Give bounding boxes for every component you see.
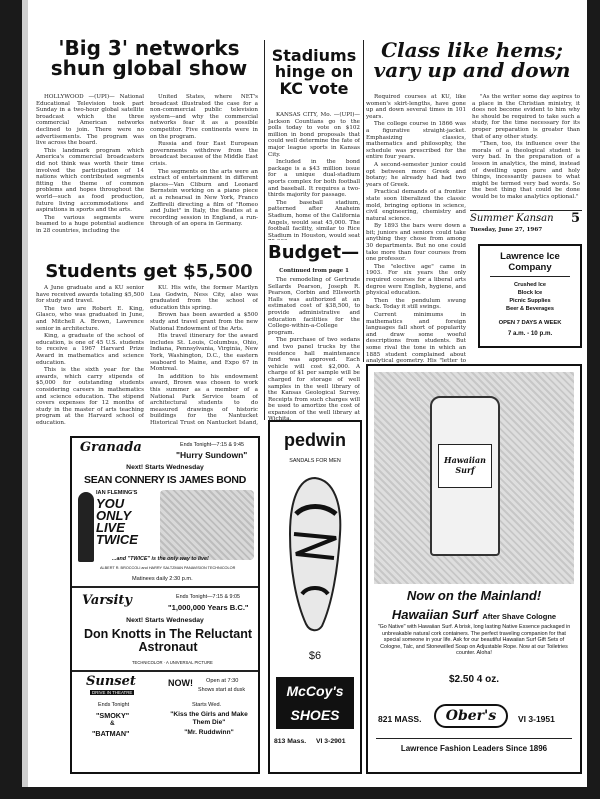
- paragraph: The college course in 1866 was a figurative straight-jacket. Emphasizing classics, mathematics and philosophy, the schedule was prescribed for the entire four years.: [366, 121, 466, 161]
- pedwin-price: $6: [308, 650, 322, 662]
- students-col1: [36, 285, 144, 425]
- varsity-tonight-title: "1,000,000 Years B.C.": [168, 603, 249, 612]
- scan-edge-gutter: [22, 0, 28, 799]
- column-rule: [363, 40, 364, 362]
- paragraph: The various segments were beamed to a huge potential audience in 28 countries, including the: [36, 214, 144, 234]
- granada-tagline: ...and "TWICE" is the only way to live!: [112, 556, 209, 562]
- varsity-tech: TECHNICOLOR · A UNIVERSAL PICTURE: [132, 660, 213, 665]
- big3-col2: [150, 94, 258, 260]
- granada-logo: Granada: [80, 440, 142, 455]
- mccoys-phone: VI 3-2901: [316, 738, 346, 745]
- pedwin-ad: [268, 420, 362, 774]
- masthead-name: Summer Kansan: [470, 213, 554, 224]
- varsity-title: Don Knotts in The Reluctant Astronaut: [83, 627, 253, 654]
- granada-ends-tonight: Ends Tonight—7:15 & 9:45: [180, 442, 245, 448]
- obers-headline2-suffix: After Shave Cologne: [482, 612, 557, 621]
- granada-author: IAN FLEMING'S: [96, 490, 138, 496]
- paragraph: The two are Robert E. King, Glasco, who was graduated in June, and Mitchell A. Brown, Lawrence senior in architecture.: [36, 305, 144, 332]
- obers-slogan: Lawrence Fashion Leaders Since 1896: [400, 744, 548, 753]
- big3-headline: 'Big 3' networks shun global show: [50, 38, 248, 79]
- sunset-open-at: Open at 7:30: [206, 678, 239, 684]
- paragraph: The purchase of two sedans and two panel trucks by the residence hall maintenance fund was approved. Each vehicle will cost $2,000. A charge of $1 per sample will be charged for storage of well samples in the well library of the Kansas Geological Survey. Receipts from such charges will be used to amortize the cost of expansion of the well library at: [268, 337, 360, 416]
- obers-body: "Go Native" with Hawaiian Surf. A brisk, long lasting Native Essence packaged in unbreakable natural cork containers. The perfect traveling companion for that special someone in your life. Ask for our beautiful Hawaiian Surf Gift Sets of Cologne, Talc, and Stonewilled Soap on Adjustable Rope. Now at our Toiletries counter. Aloha!: [377, 624, 571, 657]
- paragraph: KANSAS CITY, Mo. —(UPI)— Jackson Countians go to the polls today to vote on $102 million in bond proposals that could well determine the fate of major league sports in Kansas City.: [268, 112, 360, 158]
- ice-company-item: Beer & Beverages: [506, 306, 554, 312]
- sandal-illustration: [282, 474, 348, 634]
- ice-company-open: OPEN 7 DAYS A WEEK: [498, 320, 562, 326]
- sunset-feature1: "SMOKY": [96, 711, 130, 720]
- paragraph: Current minimums in mathematics and foreign languages fall short of popularity and draw some woeful descriptions from students. But some rival the tone in which an 1885 student complained about analytical geometry. His "letter to: [366, 312, 466, 364]
- granada-tonight-title: "Hurry Sundown": [176, 450, 248, 460]
- big3-col1: [36, 94, 144, 260]
- obers-price: $2.50 4 oz.: [448, 674, 500, 685]
- theater-ads: [70, 436, 260, 774]
- column-rule: [264, 40, 265, 420]
- paragraph: Included in the bond package is a $43 million issue for a unique dual-stadium sports complex for both football and baseball. It requires a two-thirds majority for passage.: [268, 159, 360, 199]
- granada-producers: ALBERT R. BROCCOLI and HARRY SALTZMAN PANAVISION TECHNICOLOR: [100, 566, 236, 570]
- granada-bond-headline: SEAN CONNERY IS JAMES BOND: [84, 474, 246, 486]
- paragraph: The remodeling of Gertrude Sellards Pearson, Joseph R. Pearson, Corbin and Ellsworth Halls was authorized at an estimated cost of $38,500, to provide administrative and education facilities for the College-within-a-College program.: [268, 277, 360, 336]
- budget-continued: Continued from page 1: [279, 268, 349, 274]
- varsity-ends-tonight: Ends Tonight—7:15 & 9:05: [176, 594, 241, 600]
- mccoys-address: 813 Mass.: [274, 738, 307, 745]
- bottle-label: Hawaiian Surf: [438, 444, 492, 488]
- sunset-next-title: "Kiss the Girls and Make Them Die": [170, 711, 248, 726]
- sunset-subtitle: DRIVE IN THEATRE: [92, 690, 133, 695]
- ice-company-items: [484, 281, 576, 313]
- paragraph: The "elective age" came in 1903. For six years the only required courses for a liberal arts degree were English, hygiene, and physical education.: [366, 263, 466, 297]
- paragraph: United States, where NET's broadcast illustrated the case for a non-commercial public television system—and why the commercial networks fear it as a possible competitor. Five continents were in on the program.: [150, 94, 258, 140]
- ice-company-hours: 7 a.m. - 10 p.m.: [507, 330, 553, 337]
- scan-edge-left: [0, 0, 22, 799]
- granada-matinees: Matinees daily 2:30 p.m.: [132, 576, 193, 582]
- stadiums-headline: Stadiums hinge on KC vote: [271, 48, 357, 97]
- class-col2: [472, 94, 580, 204]
- paragraph: By 1893 the bars were down a bit; juniors and seniors could take anything they chose from among 30 departments. But no one could take more than four courses from one professor.: [366, 223, 466, 263]
- budget-body: [268, 277, 360, 423]
- pedwin-sub: SANDALS FOR MEN: [289, 458, 341, 464]
- sunset-amp: &: [110, 720, 115, 727]
- pedwin-brand: pedwin: [284, 430, 346, 450]
- obers-phone: VI 3-1951: [518, 714, 555, 724]
- sunset-feature2: "BATMAN": [92, 729, 130, 738]
- masthead-page: 5: [570, 211, 580, 226]
- sunset-shows: Shows start at dusk: [198, 687, 246, 693]
- varsity-logo: Varsity: [82, 593, 132, 608]
- sunset-also: "Mr. Ruddwinn": [184, 729, 234, 736]
- granada-next: Next! Starts Wednesday: [126, 464, 204, 471]
- budget-headline: Budget—: [268, 244, 360, 263]
- paragraph: Then the pendulum swung back. Today it still swings.: [366, 297, 466, 311]
- sunset-logo: Sunset: [86, 674, 136, 689]
- paragraph: Required courses at KU, like women's skirt-lengths, have gone up and down several times in 101 years.: [366, 94, 466, 120]
- scan-edge-right: [587, 0, 600, 799]
- masthead: [470, 210, 582, 240]
- paragraph: The segments on the arts were an extract of entertainment in different places—Van Cliburn and Leonard Bernstein working on a piano piece at a rehearsal in New York, Franco Zeffirelli directing a film of "Romeo and Juliet" in Italy, the Beatles at a recording session in England, a run-through of an opera in Germany.: [150, 168, 258, 228]
- obers-headline2: [368, 606, 580, 624]
- paragraph: The baseball stadium, patterned after Anaheim Stadium, home of the California Angels, would seat 45,000. The football facility, similar to Rice Stadium in Houston, would seat: [268, 199, 360, 239]
- sunset-starts-wed: Starts Wed.: [192, 702, 222, 708]
- paragraph: KU. His wife, the former Marilyn Lea Godwin, Ness City, also was graduated from the school of education this spring.: [150, 285, 258, 311]
- ice-company-item: Block Ice: [517, 290, 543, 296]
- paragraph: A second-semester junior could opt between more Greek and botany; he already had had two years of Greek.: [366, 161, 466, 188]
- paragraph: Russia and four East European governments withdrew from the broadcast because of the Middle East crisis.: [150, 141, 258, 167]
- sunset-now: NOW!: [168, 678, 193, 688]
- paragraph: Brown has been awarded a $500 study and travel grant from the new National Endowment of the Arts.: [150, 312, 258, 332]
- obers-address: 821 MASS.: [378, 714, 422, 724]
- obers-headline2-brand: Hawaiian Surf: [391, 607, 478, 622]
- ice-company-item: Picnic Supplies: [509, 298, 551, 304]
- ice-company-name: Lawrence Ice Company: [500, 251, 560, 273]
- granada-title: YOU ONLY LIVE TWICE: [96, 496, 138, 547]
- paragraph: King, a graduate of the school of education, is one of 45 U.S. students to receive a 1967 Harvard Prize Award in mathematics and science education.: [36, 333, 144, 366]
- students-col2: [150, 285, 258, 425]
- class-col1: [366, 94, 466, 364]
- students-headline: Students get $5,500: [45, 263, 253, 282]
- paragraph: Practical demands of a frontier state soon liberalized the classic mold, bringing options in science, civil engineering, chemistry and natural science.: [366, 189, 466, 222]
- paragraph: "As the writer some day aspires to a place in the Christian ministry, it does not become evident to him why he should be required to take such a study, for the time necessary for its proper preparation is greater than that of any other study.: [472, 94, 580, 140]
- obers-headline1: Now on the Mainland!: [406, 588, 542, 603]
- paragraph: A June graduate and a KU senior have received awards totaling $5,500 for study and travel.: [36, 285, 144, 305]
- paragraph: "Then, too, its influence over the morals of a theological student is very bad. In the preparation of a lesson in analytics, the mind, instead of dwelling upon pure and holy things, incessantly pauses to what might be termed very bad words. So the best thing that could be done would be to make analytics optional.": [472, 141, 580, 200]
- ice-company-ad: [478, 244, 582, 348]
- obers-ad: [366, 364, 582, 774]
- masthead-date: Tuesday, June 27, 1967: [470, 227, 543, 233]
- mccoys-logo: McCoy's SHOES: [276, 677, 354, 729]
- stadiums-body: [268, 112, 360, 240]
- paragraph: This is the sixth year for the awards, which carry stipends of $5,000 for outstanding students considering careers in mathematics and science education. The stipend covers expenses for 12 months of study in the master of arts teaching program at the Harvard school of education.: [36, 367, 144, 425]
- granada-poster-art: [160, 490, 254, 560]
- varsity-next: Next! Starts Wednesday: [126, 617, 204, 624]
- cork-bottle: [430, 396, 500, 556]
- scan-edge-bottom: [0, 787, 600, 799]
- bond-silhouette: [78, 492, 94, 562]
- ice-company-item: Crushed Ice: [513, 282, 547, 288]
- obers-logo: Ober's: [434, 704, 508, 728]
- paragraph: His travel itinerary for the award includes St. Louis, Columbus, Ohio, Indiana, Pennsylvania, Virginia, New York, Washington, D.C., the eastern seaboard to Maine, and Expo 67 in Montreal.: [150, 333, 258, 373]
- paragraph: In addition to his endowment award, Brown was chosen to work this summer as a member of a National Park Service team of architectural students to do measured drawings of historic buildings for the Nantucket Historical Trust on Nantucket Island,: [150, 373, 258, 425]
- class-headline: Class like hems; vary up and down: [373, 40, 571, 81]
- paragraph: This landmark program which America's commercial broadcasters did not think was worth their time involved the participation of 14 nations which contributed segments fitting the theme of common problems and hopes throughout the world—such as food production, future living accommodations and aspirations in sports and the arts.: [36, 147, 144, 214]
- paragraph: HOLLYWOOD —(UPI)— National Educational Television took part Sunday in a two-hour global satellite broadcast which the three commercial American networks declined to join. There were no advertisements. The program was live across the board.: [36, 94, 144, 147]
- sunset-ends-tonight: Ends Tonight: [98, 702, 130, 708]
